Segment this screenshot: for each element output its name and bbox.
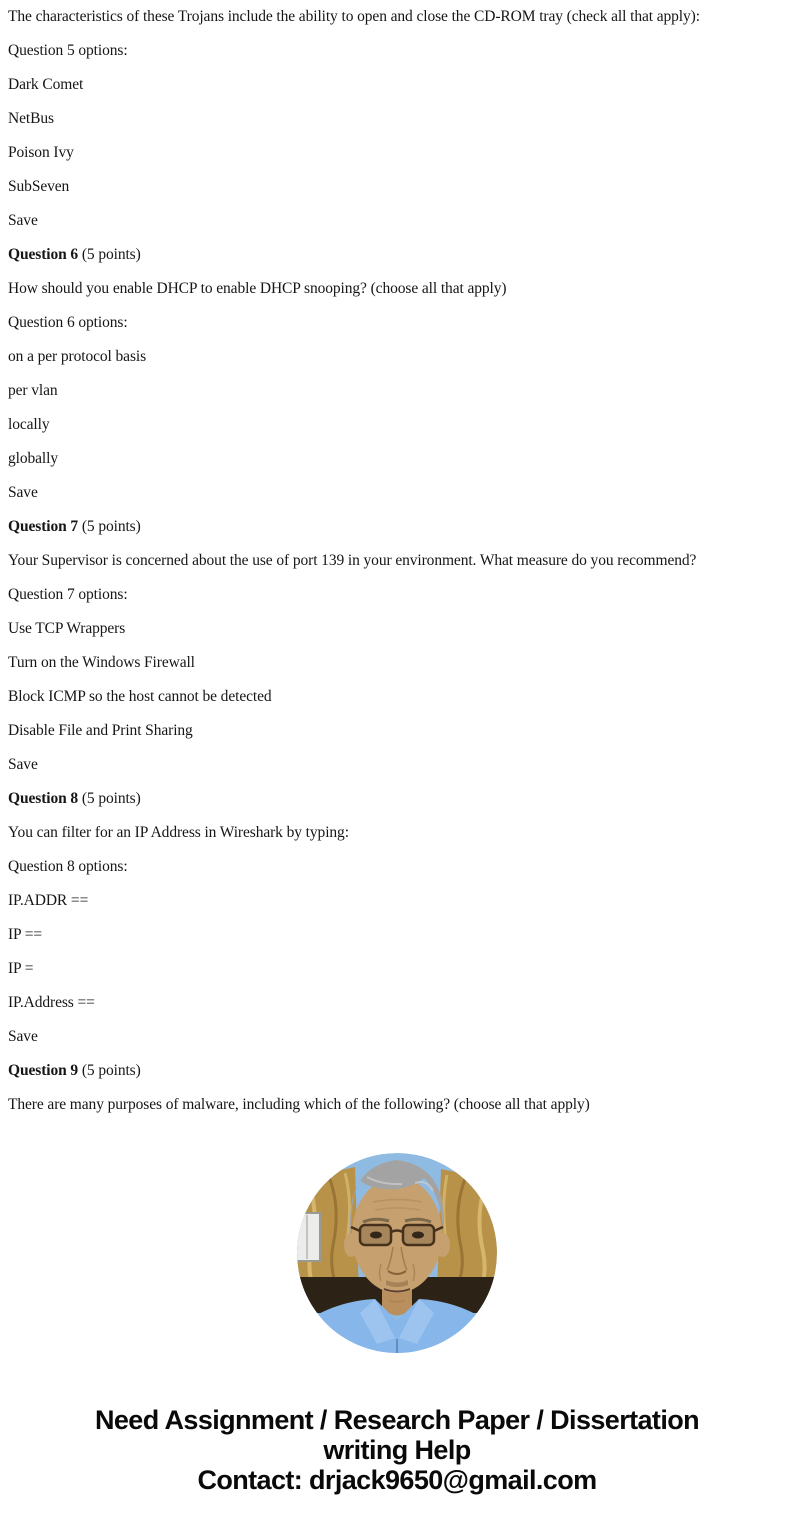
question-prompt: You can filter for an IP Address in Wireshark by typing: bbox=[8, 824, 349, 841]
answer-option[interactable]: Dark Comet bbox=[8, 76, 84, 93]
ad-line-1: Need Assignment / Research Paper / Dissertation bbox=[94, 1405, 700, 1435]
save-button[interactable]: Save bbox=[8, 212, 38, 229]
question-title bbox=[8, 1054, 786, 1088]
answer-option[interactable]: Poison Ivy bbox=[8, 144, 74, 161]
question-prompt: How should you enable DHCP to enable DHCP snooping? (choose all that apply) bbox=[8, 280, 507, 297]
avatar-eye-left bbox=[370, 1232, 382, 1239]
answer-option[interactable]: IP.Address == bbox=[8, 994, 95, 1011]
answer-option[interactable]: SubSeven bbox=[8, 178, 70, 195]
question-points: (5 points) bbox=[78, 518, 141, 535]
question-title bbox=[8, 238, 786, 272]
avatar-ear-left bbox=[344, 1233, 358, 1257]
answer-option[interactable]: NetBus bbox=[8, 110, 54, 127]
question-number: Question 9 bbox=[8, 1062, 79, 1079]
answer-option[interactable]: Disable File and Print Sharing bbox=[8, 722, 193, 739]
answer-option[interactable]: locally bbox=[8, 416, 50, 433]
answer-option[interactable]: Use TCP Wrappers bbox=[8, 620, 126, 637]
answer-option[interactable]: globally bbox=[8, 450, 58, 467]
save-button[interactable]: Save bbox=[8, 1028, 38, 1045]
question-prompt: There are many purposes of malware, including which of the following? (choose all that apply) bbox=[8, 1096, 590, 1113]
save-button[interactable]: Save bbox=[8, 756, 38, 773]
answer-option[interactable]: Turn on the Windows Firewall bbox=[8, 654, 195, 671]
answer-option[interactable]: per vlan bbox=[8, 382, 58, 399]
avatar-picture-frame bbox=[297, 1213, 320, 1261]
advertisement-footer bbox=[0, 1405, 794, 1495]
options-label: Question 7 options: bbox=[8, 586, 128, 603]
question-number: Question 7 bbox=[8, 518, 79, 535]
tutor-avatar bbox=[297, 1153, 497, 1353]
answer-option[interactable]: IP == bbox=[8, 926, 43, 943]
answer-option[interactable]: Block ICMP so the host cannot be detected bbox=[8, 688, 272, 705]
answer-option[interactable]: on a per protocol basis bbox=[8, 348, 147, 365]
question-points: (5 points) bbox=[78, 790, 141, 807]
save-button[interactable]: Save bbox=[8, 484, 38, 501]
question-points: (5 points) bbox=[78, 1062, 141, 1079]
answer-option[interactable]: IP.ADDR == bbox=[8, 892, 89, 909]
question-prompt: The characteristics of these Trojans include the ability to open and close the CD-ROM tray (check all that apply): bbox=[8, 8, 700, 25]
avatar-eye-right bbox=[412, 1232, 424, 1239]
contact-email-line: Contact: drjack9650@gmail.com bbox=[197, 1465, 597, 1495]
avatar-container bbox=[0, 1153, 794, 1353]
options-label: Question 5 options: bbox=[8, 42, 128, 59]
question-prompt: Your Supervisor is concerned about the use of port 139 in your environment. What measure do you recommend? bbox=[8, 552, 697, 569]
question-title bbox=[8, 782, 786, 816]
ad-line-2: writing Help bbox=[323, 1435, 471, 1465]
answer-option[interactable]: IP = bbox=[8, 960, 34, 977]
question-title bbox=[8, 510, 786, 544]
question-number: Question 8 bbox=[8, 790, 79, 807]
question-number: Question 6 bbox=[8, 246, 79, 263]
options-label: Question 8 options: bbox=[8, 858, 128, 875]
question-points: (5 points) bbox=[78, 246, 141, 263]
options-label: Question 6 options: bbox=[8, 314, 128, 331]
